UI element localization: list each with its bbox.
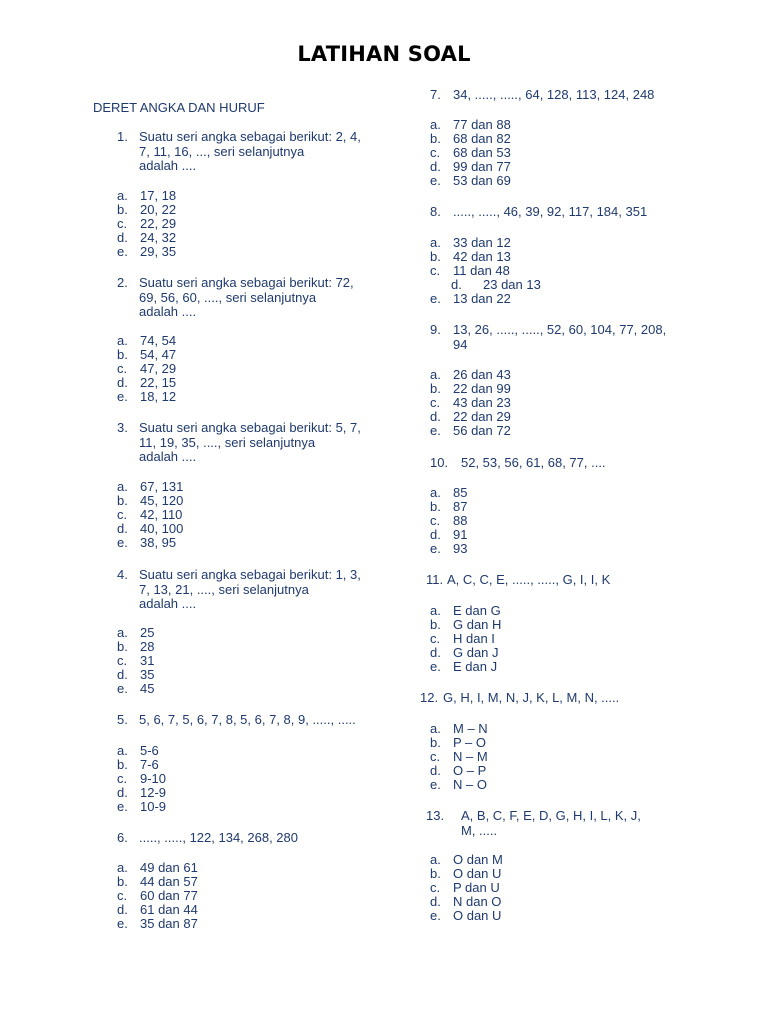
- option-letter: b.: [117, 757, 128, 772]
- option-text: M – N: [453, 721, 488, 736]
- question-text-line: Suatu seri angka sebagai berikut: 1, 3,: [139, 567, 361, 582]
- option-letter: d.: [430, 645, 441, 660]
- option-text: O dan U: [453, 908, 502, 923]
- option-text: 99 dan 77: [453, 159, 511, 174]
- option-text: 22, 29: [140, 216, 177, 231]
- option-text: P dan U: [453, 880, 500, 895]
- question-text-line: G, H, I, M, N, J, K, L, M, N, .....: [443, 690, 620, 705]
- option-text: 23 dan 13: [483, 277, 541, 292]
- option-text: 18, 12: [140, 389, 177, 404]
- question-text-line: 52, 53, 56, 61, 68, 77, ....: [461, 455, 606, 470]
- option-text: 85: [453, 485, 468, 500]
- option-letter: a.: [430, 235, 441, 250]
- option-letter: c.: [430, 749, 441, 764]
- question-number: 9.: [430, 322, 441, 337]
- option-text: P – O: [453, 735, 487, 750]
- option-letter: d.: [117, 521, 128, 536]
- question-text-line: 7, 11, 16, ..., seri selanjutnya: [139, 143, 305, 159]
- option-text: H dan I: [453, 631, 495, 646]
- option-letter: e.: [430, 291, 441, 306]
- question-number: 2.: [117, 275, 128, 290]
- question-number: 8.: [430, 204, 441, 219]
- option-text: 20, 22: [140, 202, 177, 217]
- option-letter: e.: [117, 916, 128, 931]
- option-letter: e.: [430, 659, 441, 674]
- option-letter: e.: [117, 535, 128, 550]
- option-text: 24, 32: [140, 230, 177, 245]
- option-text: 88: [453, 513, 468, 528]
- question-number: 7.: [430, 87, 441, 102]
- option-text: 87: [453, 499, 468, 514]
- option-text: 56 dan 72: [453, 423, 511, 438]
- option-letter: c.: [430, 631, 441, 646]
- option-letter: c.: [430, 145, 441, 160]
- question-text-line: A, B, C, F, E, D, G, H, I, L, K, J,: [461, 808, 641, 823]
- option-text: 11 dan 48: [453, 263, 510, 278]
- question-text-line: 13, 26, ....., ....., 52, 60, 104, 77, 208,: [453, 322, 667, 337]
- option-text: 40, 100: [140, 521, 184, 536]
- option-text: 7-6: [140, 757, 159, 772]
- option-text: O dan M: [453, 852, 503, 867]
- option-letter: d.: [117, 667, 128, 682]
- question-number: 10.: [430, 455, 449, 470]
- option-letter: e.: [430, 777, 441, 792]
- question-text-line: M, .....: [461, 822, 498, 838]
- option-letter: b.: [430, 866, 441, 881]
- question-number: 12.: [420, 690, 439, 705]
- option-letter: c.: [430, 513, 441, 528]
- option-text: N – O: [453, 777, 487, 792]
- option-letter: c.: [430, 880, 441, 895]
- option-letter: b.: [117, 493, 128, 508]
- option-text: 5-6: [140, 743, 159, 758]
- option-text: 47, 29: [140, 361, 177, 376]
- option-letter: a.: [430, 603, 441, 618]
- question-text-line: 7, 13, 21, ...., seri selanjutnya: [139, 581, 309, 597]
- option-text: 49 dan 61: [140, 860, 198, 875]
- option-letter: a.: [117, 860, 128, 875]
- option-letter: c.: [117, 507, 128, 522]
- option-letter: c.: [430, 395, 441, 410]
- option-text: 68 dan 53: [453, 145, 511, 160]
- option-text: 53 dan 69: [453, 173, 511, 188]
- option-text: 42, 110: [140, 507, 183, 522]
- option-letter: a.: [117, 333, 128, 348]
- option-letter: c.: [117, 361, 128, 376]
- option-text: 31: [140, 653, 155, 668]
- option-text: 35: [140, 667, 155, 682]
- option-letter: d.: [117, 902, 128, 917]
- option-letter: d.: [430, 527, 441, 542]
- question-number: 13.: [426, 808, 445, 823]
- option-text: 44 dan 57: [140, 874, 198, 889]
- option-letter: e.: [117, 799, 128, 814]
- option-text: 35 dan 87: [140, 916, 198, 931]
- option-letter: c.: [117, 771, 128, 786]
- option-letter: e.: [117, 389, 128, 404]
- option-letter: b.: [430, 131, 441, 146]
- option-letter: c.: [117, 888, 128, 903]
- option-text: 38, 95: [140, 535, 177, 550]
- option-text: 10-9: [140, 799, 167, 814]
- option-text: 43 dan 23: [453, 395, 511, 410]
- option-text: 33 dan 12: [453, 235, 511, 250]
- option-text: 54, 47: [140, 347, 177, 362]
- option-text: 60 dan 77: [140, 888, 198, 903]
- question-text-line: adalah ....: [139, 596, 197, 611]
- option-text: N dan O: [453, 894, 502, 909]
- option-text: E dan J: [453, 659, 498, 674]
- option-letter: b.: [117, 202, 128, 217]
- option-text: 67, 131: [140, 479, 184, 494]
- question-number: 5.: [117, 712, 128, 727]
- option-text: 9-10: [140, 771, 167, 786]
- option-letter: c.: [117, 653, 128, 668]
- question-number: 6.: [117, 830, 128, 845]
- option-letter: b.: [117, 639, 128, 654]
- option-text: 77 dan 88: [453, 117, 511, 132]
- question-text-line: Suatu seri angka sebagai berikut: 72,: [139, 275, 354, 290]
- option-letter: a.: [430, 485, 441, 500]
- option-letter: d.: [430, 409, 441, 424]
- question-text-line: 34, ....., ....., 64, 128, 113, 124, 248: [453, 87, 655, 102]
- option-text: O – P: [453, 763, 487, 778]
- question-text-line: adalah ....: [139, 304, 197, 319]
- option-letter: d.: [430, 159, 441, 174]
- question-text-line: 94: [453, 336, 468, 352]
- option-letter: b.: [430, 617, 441, 632]
- question-text-line: ....., ....., 46, 39, 92, 117, 184, 351: [453, 204, 648, 219]
- question-number: 1.: [117, 129, 128, 144]
- option-letter: c.: [117, 216, 128, 231]
- option-text: 29, 35: [140, 244, 177, 259]
- option-letter: d.: [430, 763, 441, 778]
- option-text: 13 dan 22: [453, 291, 511, 306]
- option-letter: d.: [430, 894, 441, 909]
- option-text: 68 dan 82: [453, 131, 511, 146]
- page-title: LATIHAN SOAL: [297, 42, 471, 66]
- option-text: E dan G: [453, 603, 501, 618]
- option-letter: b.: [117, 347, 128, 362]
- question-text-line: 11, 19, 35, ...., seri selanjutnya: [139, 434, 316, 450]
- option-letter: b.: [430, 381, 441, 396]
- option-letter: a.: [117, 188, 128, 203]
- option-letter: a.: [117, 625, 128, 640]
- option-letter: e.: [117, 681, 128, 696]
- option-letter: a.: [430, 367, 441, 382]
- option-text: 22 dan 99: [453, 381, 511, 396]
- section-heading: DERET ANGKA DAN HURUF: [93, 100, 265, 115]
- option-letter: a.: [117, 743, 128, 758]
- option-text: 42 dan 13: [453, 249, 511, 264]
- option-text: 26 dan 43: [453, 367, 511, 382]
- option-text: 45, 120: [140, 493, 184, 508]
- option-letter: e.: [117, 244, 128, 259]
- option-text: 45: [140, 681, 155, 696]
- option-letter: b.: [430, 499, 441, 514]
- option-text: 17, 18: [140, 188, 177, 203]
- option-text: 25: [140, 625, 155, 640]
- option-letter: a.: [430, 852, 441, 867]
- option-letter: e.: [430, 908, 441, 923]
- option-letter: d.: [117, 375, 128, 390]
- option-text: 74, 54: [140, 333, 177, 348]
- option-text: G dan J: [453, 645, 499, 660]
- question-number: 4.: [117, 567, 128, 582]
- option-text: G dan H: [453, 617, 502, 632]
- option-letter: a.: [117, 479, 128, 494]
- question-text-line: A, C, C, E, ....., ....., G, I, I, K: [447, 572, 611, 587]
- option-text: 22, 15: [140, 375, 177, 390]
- option-letter: b.: [430, 735, 441, 750]
- question-text-line: Suatu seri angka sebagai berikut: 2, 4,: [139, 129, 361, 144]
- option-letter: e.: [430, 541, 441, 556]
- question-text-line: Suatu seri angka sebagai berikut: 5, 7,: [139, 420, 361, 435]
- option-letter: d.: [451, 277, 462, 292]
- question-number: 11.: [426, 572, 444, 587]
- option-text: 22 dan 29: [453, 409, 511, 424]
- option-letter: d.: [117, 230, 128, 245]
- option-letter: e.: [430, 423, 441, 438]
- question-number: 3.: [117, 420, 128, 435]
- question-text-line: ....., ....., 122, 134, 268, 280: [139, 830, 298, 845]
- option-letter: c.: [430, 263, 441, 278]
- option-letter: b.: [430, 249, 441, 264]
- option-letter: a.: [430, 117, 441, 132]
- option-letter: b.: [117, 874, 128, 889]
- question-text-line: adalah ....: [139, 449, 197, 464]
- question-text-line: 5, 6, 7, 5, 6, 7, 8, 5, 6, 7, 8, 9, ....., .....: [139, 712, 356, 727]
- question-text-line: adalah ....: [139, 158, 197, 173]
- option-text: 93: [453, 541, 468, 556]
- option-text: 12-9: [140, 785, 167, 800]
- option-letter: a.: [430, 721, 441, 736]
- option-text: 28: [140, 639, 155, 654]
- option-text: 91: [453, 527, 468, 542]
- option-text: O dan U: [453, 866, 502, 881]
- option-letter: d.: [117, 785, 128, 800]
- option-text: 61 dan 44: [140, 902, 198, 917]
- option-text: N – M: [453, 749, 488, 764]
- question-text-line: 69, 56, 60, ...., seri selanjutnya: [139, 289, 317, 305]
- option-letter: e.: [430, 173, 441, 188]
